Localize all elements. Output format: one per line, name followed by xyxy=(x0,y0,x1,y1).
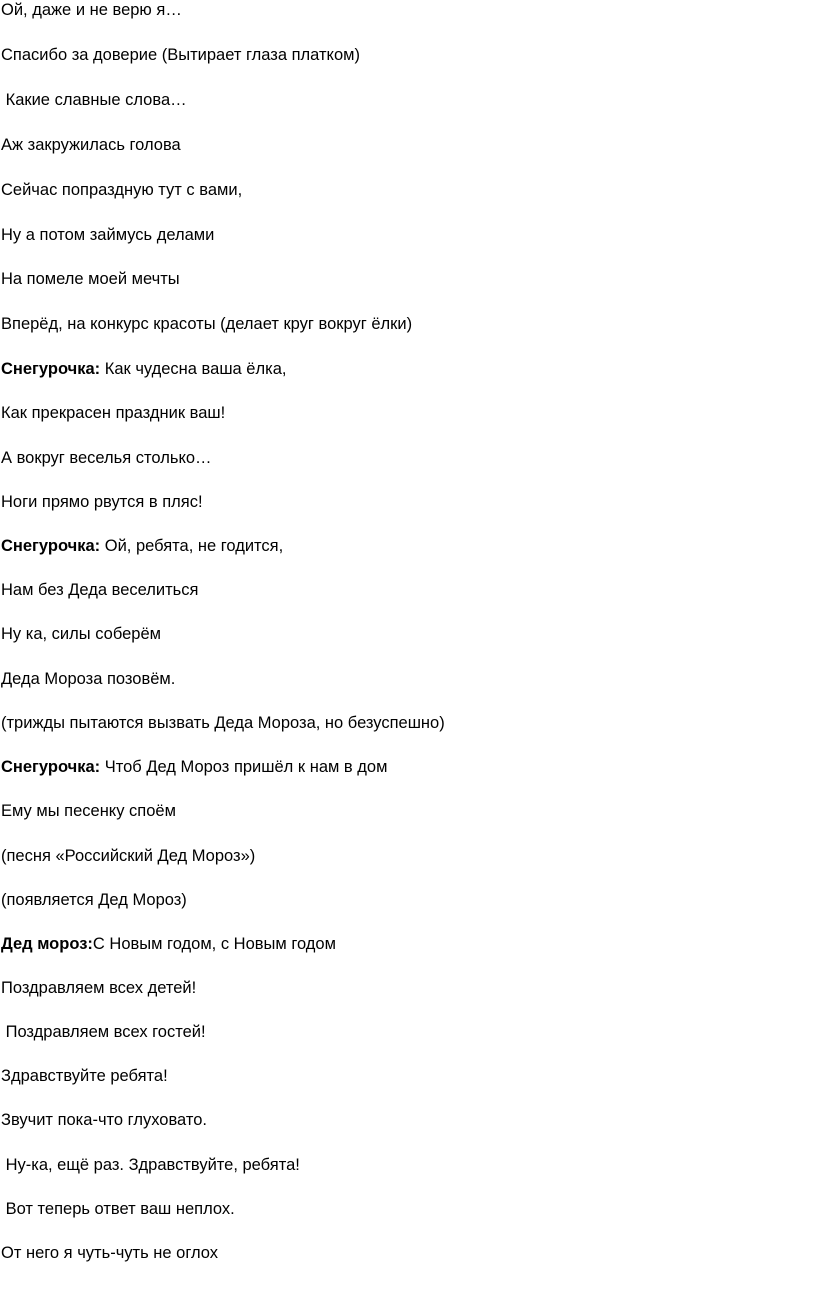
line-text: Деда Мороза позовём. xyxy=(1,670,176,688)
line-text: Поздравляем всех гостей! xyxy=(1,1023,206,1041)
script-line xyxy=(1,534,283,558)
script-line xyxy=(1,357,286,381)
script-line xyxy=(1,578,198,602)
script-line xyxy=(1,844,255,868)
line-text: Вот теперь ответ ваш неплох. xyxy=(1,1200,235,1218)
line-text: Звучит пока-что глуховато. xyxy=(1,1111,207,1129)
speaker-label: Снегурочка: xyxy=(1,360,101,378)
line-text: Ну ка, силы соберём xyxy=(1,625,161,643)
line-text: Как прекрасен праздник ваш! xyxy=(1,404,226,422)
script-line xyxy=(1,312,412,336)
line-text: Ноги прямо рвутся в пляс! xyxy=(1,493,203,511)
script-line xyxy=(1,711,445,735)
line-text: Ну-ка, ещё раз. Здравствуйте, ребята! xyxy=(1,1156,300,1174)
script-line xyxy=(1,1108,207,1132)
script-line xyxy=(1,1241,218,1265)
script-line xyxy=(1,932,336,956)
script-line xyxy=(1,667,175,691)
line-text: Ой, ребята, не годится, xyxy=(100,537,284,555)
speaker-label: Снегурочка: xyxy=(1,758,101,776)
script-line xyxy=(1,223,214,247)
script-line xyxy=(1,1020,206,1044)
script-line xyxy=(1,1064,168,1088)
script-line xyxy=(1,0,182,22)
line-text: Ему мы песенку споём xyxy=(1,802,176,820)
line-text: От него я чуть-чуть не оглох xyxy=(1,1244,219,1262)
script-line xyxy=(1,133,181,157)
script-line xyxy=(1,799,176,823)
script-line xyxy=(1,976,196,1000)
line-text: (трижды пытаются вызвать Деда Мороза, но безуспешно) xyxy=(1,714,445,732)
line-text: (песня «Российский Дед Мороз») xyxy=(1,847,256,865)
script-line xyxy=(1,43,360,67)
script-line xyxy=(1,888,187,912)
line-text: Поздравляем всех детей! xyxy=(1,979,197,997)
speaker-label: Дед мороз: xyxy=(1,935,93,953)
line-text: Нам без Деда веселиться xyxy=(1,581,199,599)
script-line xyxy=(1,622,161,646)
line-text: Сейчас попраздную тут с вами, xyxy=(1,181,243,199)
script-line xyxy=(1,267,180,291)
line-text: Чтоб Дед Мороз пришёл к нам в дом xyxy=(100,758,388,776)
script-line xyxy=(1,88,187,112)
script-line xyxy=(1,1153,300,1177)
line-text: Ну а потом займусь делами xyxy=(1,226,215,244)
line-text: А вокруг веселья столько… xyxy=(1,449,212,467)
line-text: (появляется Дед Мороз) xyxy=(1,891,187,909)
script-line xyxy=(1,446,212,470)
script-line xyxy=(1,755,387,779)
speaker-label: Снегурочка: xyxy=(1,537,101,555)
line-text: Как чудесна ваша ёлка, xyxy=(100,360,287,378)
line-text: Аж закружилась голова xyxy=(1,136,181,154)
script-line xyxy=(1,1197,235,1221)
line-text: На помеле моей мечты xyxy=(1,270,180,288)
line-text: Какие славные слова… xyxy=(1,91,187,109)
line-text: С Новым годом, с Новым годом xyxy=(92,935,336,953)
line-text: Здравствуйте ребята! xyxy=(1,1067,168,1085)
line-text: Вперёд, на конкурс красоты (делает круг вокруг ёлки) xyxy=(1,315,413,333)
line-text: Ой, даже и не верю я… xyxy=(1,1,182,19)
script-line xyxy=(1,178,242,202)
script-line xyxy=(1,490,203,514)
line-text: Спасибо за доверие (Вытирает глаза платком) xyxy=(1,46,360,64)
script-line xyxy=(1,401,225,425)
